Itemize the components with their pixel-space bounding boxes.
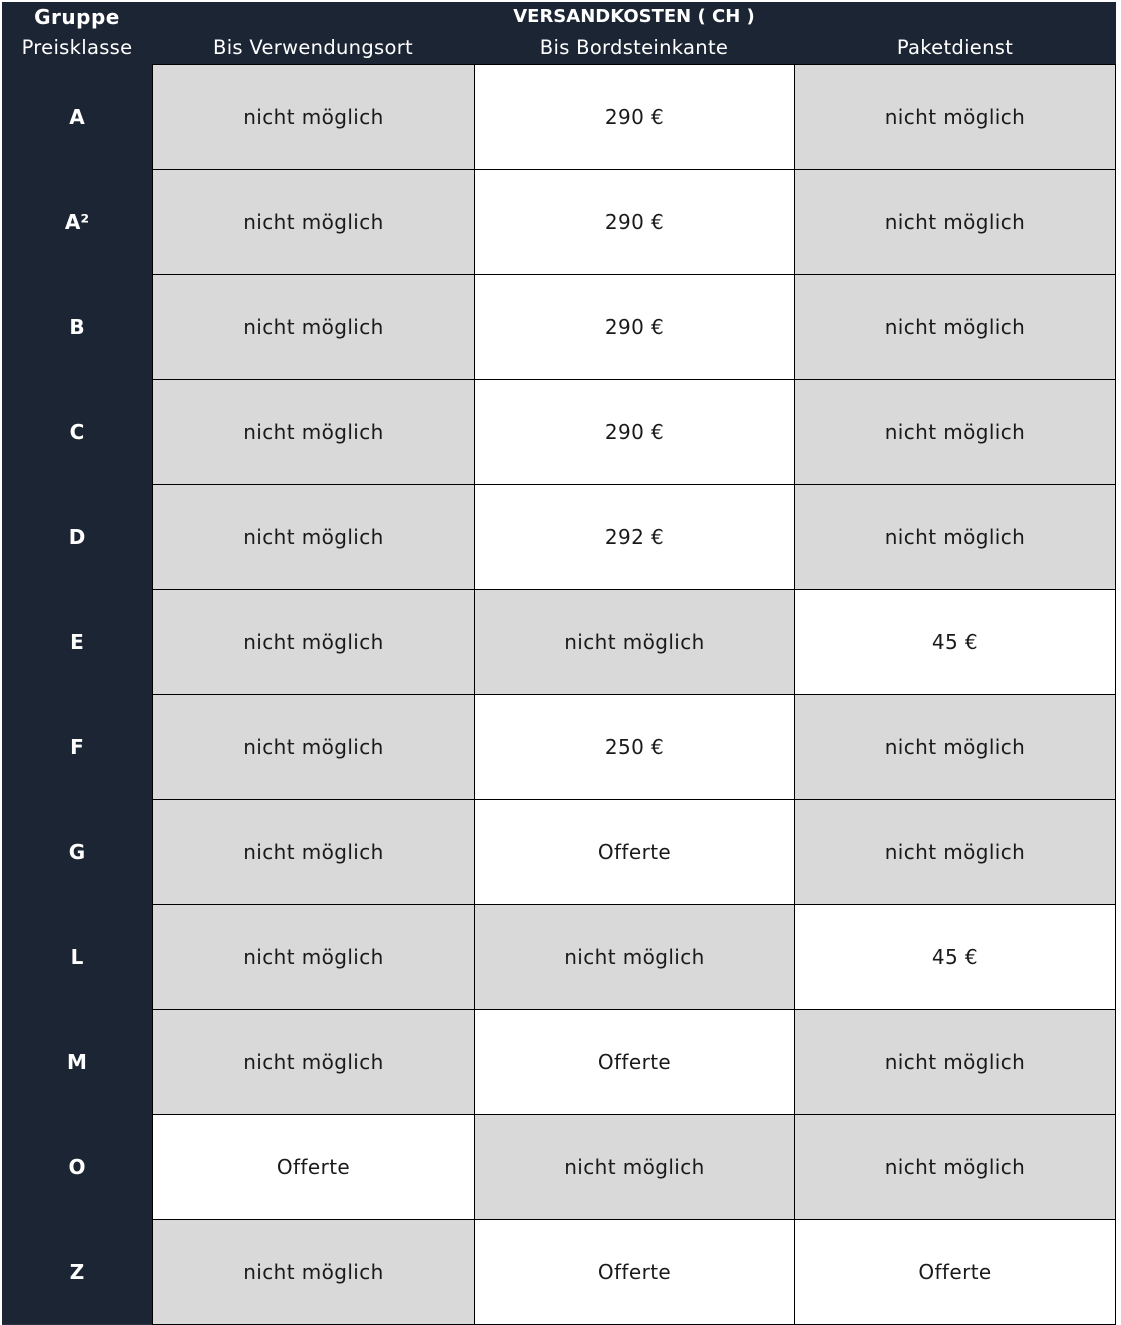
table-row bbox=[2, 485, 1116, 590]
cell-paketdienst: nicht möglich bbox=[794, 800, 1116, 904]
cell-paketdienst: nicht möglich bbox=[794, 695, 1116, 799]
cell-verwendungsort: nicht möglich bbox=[152, 65, 474, 169]
cell-verwendungsort: nicht möglich bbox=[152, 800, 474, 904]
table-row bbox=[2, 380, 1116, 485]
price-group-label: B bbox=[2, 274, 152, 380]
cell-bordsteinkante: 290 € bbox=[474, 65, 794, 169]
table-row bbox=[2, 800, 1116, 905]
cell-verwendungsort: nicht möglich bbox=[152, 275, 474, 379]
cell-bordsteinkante: Offerte bbox=[474, 1220, 794, 1324]
cell-bordsteinkante: nicht möglich bbox=[474, 905, 794, 1009]
cell-bordsteinkante: 250 € bbox=[474, 695, 794, 799]
cell-paketdienst: nicht möglich bbox=[794, 275, 1116, 379]
price-group-label: O bbox=[2, 1114, 152, 1220]
cell-paketdienst: nicht möglich bbox=[794, 65, 1116, 169]
cell-paketdienst: nicht möglich bbox=[794, 1010, 1116, 1114]
table-header bbox=[2, 2, 1116, 65]
cell-paketdienst: nicht möglich bbox=[794, 380, 1116, 484]
price-group-label: L bbox=[2, 904, 152, 1010]
cell-paketdienst: 45 € bbox=[794, 905, 1116, 1009]
column-header-verwendungsort: Bis Verwendungsort bbox=[213, 36, 413, 59]
table-row bbox=[2, 695, 1116, 800]
cell-verwendungsort: nicht möglich bbox=[152, 1220, 474, 1324]
table-row bbox=[2, 170, 1116, 275]
cell-bordsteinkante: 290 € bbox=[474, 170, 794, 274]
cell-verwendungsort: Offerte bbox=[152, 1115, 474, 1219]
price-group-label: Z bbox=[2, 1219, 152, 1325]
cell-verwendungsort: nicht möglich bbox=[152, 485, 474, 589]
cell-verwendungsort: nicht möglich bbox=[152, 905, 474, 1009]
price-group-label: D bbox=[2, 484, 152, 590]
cell-verwendungsort: nicht möglich bbox=[152, 170, 474, 274]
price-group-label: M bbox=[2, 1009, 152, 1115]
price-group-label: C bbox=[2, 379, 152, 485]
cell-bordsteinkante: Offerte bbox=[474, 1010, 794, 1114]
column-header-bordsteinkante: Bis Bordsteinkante bbox=[539, 36, 729, 59]
cell-bordsteinkante: Offerte bbox=[474, 800, 794, 904]
cell-bordsteinkante: nicht möglich bbox=[474, 1115, 794, 1219]
cell-paketdienst: 45 € bbox=[794, 590, 1116, 694]
table-row bbox=[2, 590, 1116, 695]
price-group-label: A² bbox=[2, 169, 152, 275]
group-header-label: Gruppe bbox=[34, 5, 120, 29]
cell-bordsteinkante: nicht möglich bbox=[474, 590, 794, 694]
price-group-label: A bbox=[2, 64, 152, 170]
table-row bbox=[2, 275, 1116, 380]
cell-bordsteinkante: 290 € bbox=[474, 380, 794, 484]
cell-paketdienst: nicht möglich bbox=[794, 1115, 1116, 1219]
cell-bordsteinkante: 292 € bbox=[474, 485, 794, 589]
cell-verwendungsort: nicht möglich bbox=[152, 590, 474, 694]
table-row bbox=[2, 1115, 1116, 1220]
table-row bbox=[2, 1010, 1116, 1115]
table-body bbox=[2, 65, 1116, 1325]
cell-paketdienst: Offerte bbox=[794, 1220, 1116, 1324]
price-group-label: E bbox=[2, 589, 152, 695]
cell-paketdienst: nicht möglich bbox=[794, 170, 1116, 274]
table-title: VERSANDKOSTEN ( CH ) bbox=[513, 6, 755, 27]
cell-verwendungsort: nicht möglich bbox=[152, 695, 474, 799]
table-row bbox=[2, 905, 1116, 1010]
price-class-header: Preisklasse bbox=[21, 36, 133, 59]
cell-verwendungsort: nicht möglich bbox=[152, 1010, 474, 1114]
table-row bbox=[2, 1220, 1116, 1325]
cell-paketdienst: nicht möglich bbox=[794, 485, 1116, 589]
column-header-paketdienst: Paketdienst bbox=[896, 36, 1014, 59]
cell-bordsteinkante: 290 € bbox=[474, 275, 794, 379]
price-group-label: G bbox=[2, 799, 152, 905]
cell-verwendungsort: nicht möglich bbox=[152, 380, 474, 484]
table-row bbox=[2, 65, 1116, 170]
shipping-cost-table bbox=[2, 2, 1116, 1320]
price-group-label: F bbox=[2, 694, 152, 800]
